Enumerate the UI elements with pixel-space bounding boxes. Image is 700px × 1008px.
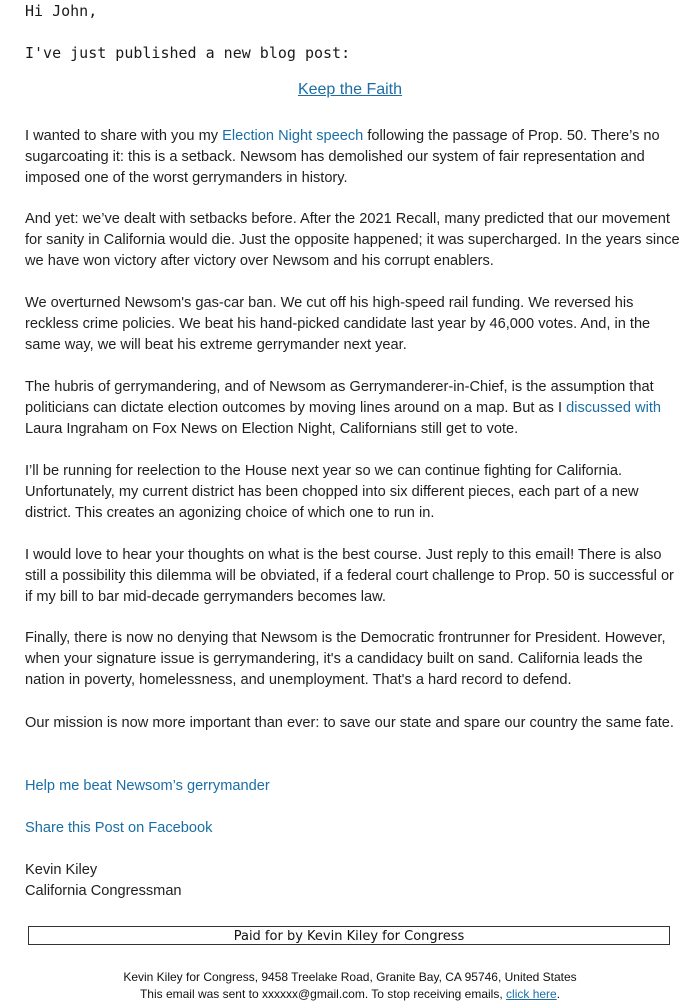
unsubscribe-link[interactable]: click here [506,987,557,1001]
paid-for-disclaimer [28,926,670,945]
post-title-link[interactable]: Keep the Faith [297,81,403,98]
paragraph-5: I’ll be running for reelection to the House next year so we can continue fighting for California. Unfortunately, my current district has been chopped into six different pieces, each part of a new district. This creates an agonizing choice of which one to run in. [25,463,639,521]
paragraph-1-after: following the passage of Prop. 50. There’s no sugarcoating it: this is a setback. Newsom has demolished our system of fair representation and imposed one of the worst gerrymanders in history. [25,128,660,186]
paragraph-4-after: Laura Ingraham on Fox News on Election Night, Californians still get to vote. [25,421,519,437]
footer-unsubscribe [0,987,700,1001]
election-night-speech-link[interactable]: Election Night speech [222,128,364,144]
signature-name: Kevin Kiley [25,862,98,878]
paragraph-1 [25,126,685,189]
paragraph-1-before: I wanted to share with you my [25,128,223,144]
help-beat-gerrymander-link[interactable]: Help me beat Newsom’s gerrymander [25,778,270,794]
post-title [0,81,700,99]
paragraph-2: And yet: we’ve dealt with setbacks before. After the 2021 Recall, many predicted that our movement for sanity in California would die. Just the opposite happened; it was supercharged. In the years since we have won victory after victory over Newsom and his corrupt enablers. [25,211,680,269]
paragraph-6: I would love to hear your thoughts on what is the best course. Just reply to this email! There is also still a possibility this dilemma will be obviated, if a federal court challenge to Prop. 50 is successful or if my bill to bar mid-decade gerrymanders becomes law. [25,547,674,605]
signature-title: California Congressman [25,883,182,899]
paragraph-3: We overturned Newsom's gas-car ban. We cut off his high-speed rail funding. We reversed his reckless crime policies. We beat his hand-picked candidate last year by 46,000 votes. And, in the same way, we will beat his extreme gerrymander next year. [25,295,651,353]
paid-for-text: Paid for by Kevin Kiley for Congress [233,929,465,944]
paragraph-8: Our mission is now more important than ever: to save our state and spare our country the same fate. [25,715,674,731]
unsubscribe-end: . [556,987,561,1001]
paragraph-7: Finally, there is now no denying that Newsom is the Democratic frontrunner for President. However, when your signature issue is gerrymandering, it's a candidacy built on sand. California leads the nation in poverty, homelessness, and unemployment. That's a hard record to defend. [25,630,666,688]
unsubscribe-text: This email was sent to xxxxxx@gmail.com. To stop receiving emails, [139,987,507,1001]
footer-address: Kevin Kiley for Congress, 9458 Treelake Road, Granite Bay, CA 95746, United States [123,970,577,984]
paragraph-4-before: The hubris of gerrymandering, and of Newsom as Gerrymanderer-in-Chief, is the assumption that politicians can dictate election outcomes by moving lines around on a map. But as I [25,379,654,416]
paragraph-4 [25,377,685,440]
discussed-with-link[interactable]: discussed with [566,400,661,416]
greeting: Hi John, [25,2,98,20]
share-on-facebook-link[interactable]: Share this Post on Facebook [25,820,213,836]
intro-text: I've just published a new blog post: [25,44,351,62]
